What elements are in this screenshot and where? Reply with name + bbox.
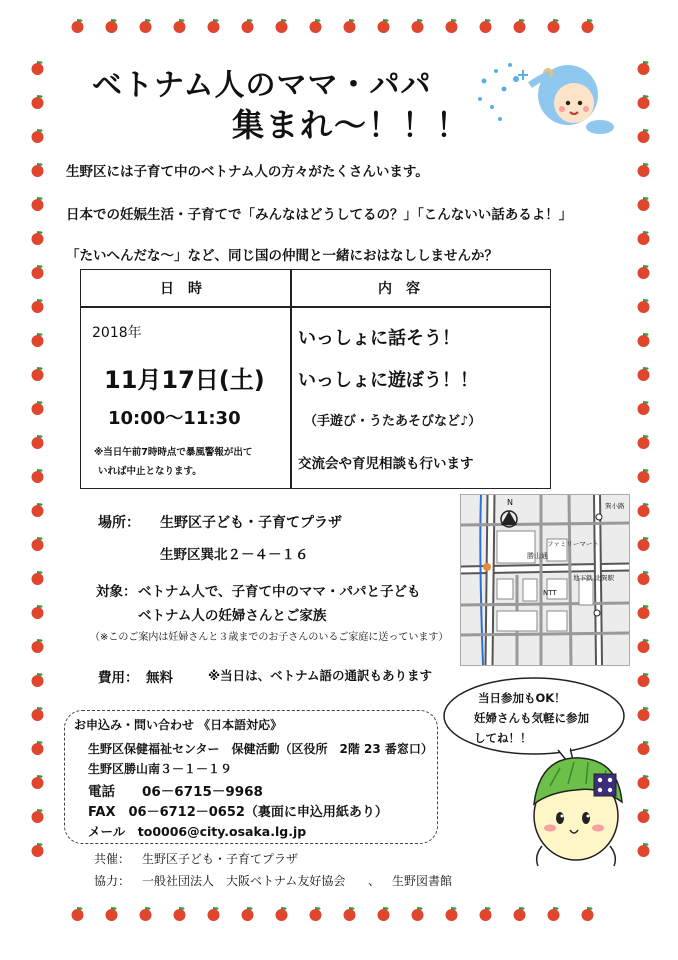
content-play: いっしょに遊ぼう！！ [298, 370, 478, 391]
apple-icon [30, 264, 45, 280]
apple-icon [30, 400, 45, 416]
map-label-katsuyama: 勝山通 [527, 552, 548, 560]
apple-icon [478, 18, 493, 34]
apple-icon [636, 638, 651, 654]
apple-icon [30, 230, 45, 246]
map-label-tatsumi: 巽小路 [605, 502, 625, 510]
apple-icon [308, 906, 323, 922]
apple-icon [30, 332, 45, 348]
event-time: 10:00～11:30 [108, 408, 241, 429]
apple-icon [30, 298, 45, 314]
title-line-2: 集まれ～！！！ [232, 106, 471, 144]
contact-address: 生野区勝山南３－１－１９ [88, 762, 233, 776]
map-label-station: 地下鉄 北巽駅 [573, 574, 615, 582]
apple-icon [70, 906, 85, 922]
apple-icon [636, 162, 651, 178]
apple-icon [342, 18, 357, 34]
apple-icon [104, 18, 119, 34]
apple-icon [636, 298, 651, 314]
apple-icon [206, 906, 221, 922]
coop-org-1: 一般社団法人 大阪ベトナム友好協会 [142, 874, 346, 888]
apple-icon [636, 94, 651, 110]
apple-icon [636, 434, 651, 450]
apple-icon [636, 400, 651, 416]
apple-icon [70, 18, 85, 34]
content-consultation: 交流会や育児相談も行います [298, 456, 474, 472]
title-line-1: ベトナム人のママ・パパ [92, 68, 432, 103]
table-header-divider [80, 306, 551, 308]
apple-icon [30, 468, 45, 484]
access-map [460, 494, 630, 666]
content-talk: いっしょに話そう！ [298, 328, 460, 349]
bubble-line-3: してね！！ [474, 731, 532, 745]
apple-icon [172, 906, 187, 922]
contact-heading: お申込み・問い合わせ 《日本語対応》 [74, 718, 283, 732]
contact-office: 生野区保健福祉センター 保健活動（区役所 2階 23 番窓口） [88, 742, 433, 756]
apple-icon [636, 706, 651, 722]
apple-icon [410, 906, 425, 922]
contact-fax: FAX 06－6712－0652（裏面に申込用紙あり） [88, 805, 388, 820]
intro-line-2: 日本での妊娠生活・子育てで「みんなはどうしてるの？」「こんないい話あるよ！」 [66, 207, 573, 223]
apple-icon [410, 18, 425, 34]
target-label: 対象： [96, 584, 137, 600]
map-north-label: N [507, 498, 513, 507]
place-name: 生野区子ども・子育てプラザ [160, 515, 342, 531]
target-line-1: ベトナム人で、子育て中のママ・パパと子ども [138, 584, 421, 600]
apple-icon [30, 94, 45, 110]
map-label-ntt: NTT [543, 589, 557, 597]
apple-icon [636, 60, 651, 76]
apple-icon [478, 906, 493, 922]
weather-note-1: ※当日午前7時時点で暴風警報が出て [94, 447, 253, 458]
coop-org-2: 生野図書館 [392, 874, 453, 888]
apple-icon [138, 18, 153, 34]
fee-note: ※当日は、ベトナム語の通訳もあります [208, 668, 433, 683]
apple-icon [636, 128, 651, 144]
apple-icon [636, 332, 651, 348]
apple-icon [30, 638, 45, 654]
apple-icon [636, 502, 651, 518]
apple-icon [30, 434, 45, 450]
map-label-familymart: ファミリーマート [547, 540, 599, 548]
baby-illustration [470, 45, 620, 140]
apple-icon [546, 906, 561, 922]
apple-icon [444, 906, 459, 922]
apple-icon [30, 672, 45, 688]
apple-icon [636, 230, 651, 246]
apple-icon [636, 536, 651, 552]
apple-icon [512, 906, 527, 922]
apple-icon [636, 570, 651, 586]
fee-label: 費用： [98, 670, 139, 686]
apple-icon [30, 808, 45, 824]
place-address: 生野区巽北２－４－１６ [160, 547, 309, 563]
apple-icon [206, 18, 221, 34]
apple-icon [30, 842, 45, 858]
coop-label: 協力： [94, 874, 131, 888]
apple-icon [636, 672, 651, 688]
bubble-line-2: 妊婦さんも気軽に参加 [474, 711, 589, 725]
contact-tel: 電話 06－6715－9968 [88, 784, 263, 800]
intro-line-1: 生野区には子育て中のベトナム人の方々がたくさんいます。 [66, 164, 429, 180]
apple-icon [308, 18, 323, 34]
apple-icon [342, 906, 357, 922]
apple-icon [30, 774, 45, 790]
apple-icon [636, 740, 651, 756]
apple-icon [636, 264, 651, 280]
apple-icon [636, 774, 651, 790]
apple-icon [580, 906, 595, 922]
place-label: 場所： [98, 515, 140, 531]
apple-icon [636, 196, 651, 212]
event-date: 11月17日(土) [104, 366, 265, 394]
host-name: 生野区子ども・子育てプラザ [142, 852, 299, 866]
apple-icon [636, 808, 651, 824]
weather-note-2: いれば中止となります。 [98, 466, 202, 477]
content-play-detail: （手遊び・うたあそびなど♪） [304, 414, 482, 429]
target-note: （※このご案内は妊婦さんと３歳までのお子さんのいるご家庭に送っています） [90, 632, 449, 643]
apple-icon [636, 366, 651, 382]
target-line-2: ベトナム人の妊婦さんとご家族 [138, 608, 327, 624]
event-year: 2018年 [92, 325, 142, 341]
coop-separator: 、 [368, 874, 381, 888]
apple-icon [444, 18, 459, 34]
apple-icon [240, 906, 255, 922]
apple-icon [30, 60, 45, 76]
apple-icon [30, 366, 45, 382]
table-header-date: 日 時 [160, 281, 202, 297]
apple-icon [636, 842, 651, 858]
apple-icon [376, 906, 391, 922]
apple-icon [636, 468, 651, 484]
apple-icon [138, 906, 153, 922]
mascot-character [520, 746, 630, 876]
intro-line-3: 「たいへんだな～」など、同じ国の仲間と一緒におはなししませんか？ [66, 248, 498, 264]
apple-icon [30, 536, 45, 552]
fee-value: 無料 [146, 670, 173, 686]
apple-icon [376, 18, 391, 34]
contact-mail[interactable]: メール to0006@city.osaka.lg.jp [88, 824, 307, 839]
table-header-content: 内 容 [378, 281, 420, 297]
apple-icon [274, 906, 289, 922]
apple-icon [580, 18, 595, 34]
apple-icon [30, 740, 45, 756]
apple-icon [30, 196, 45, 212]
apple-icon [512, 18, 527, 34]
table-column-divider [290, 269, 292, 489]
apple-icon [240, 18, 255, 34]
apple-icon [104, 906, 119, 922]
apple-icon [546, 18, 561, 34]
apple-icon [30, 604, 45, 620]
apple-icon [30, 502, 45, 518]
apple-icon [30, 162, 45, 178]
apple-icon [274, 18, 289, 34]
apple-icon [30, 128, 45, 144]
host-label: 共催： [94, 852, 131, 866]
apple-icon [172, 18, 187, 34]
apple-icon [30, 570, 45, 586]
apple-icon [636, 604, 651, 620]
apple-icon [30, 706, 45, 722]
bubble-line-1: 当日参加もOK！ [478, 691, 566, 705]
